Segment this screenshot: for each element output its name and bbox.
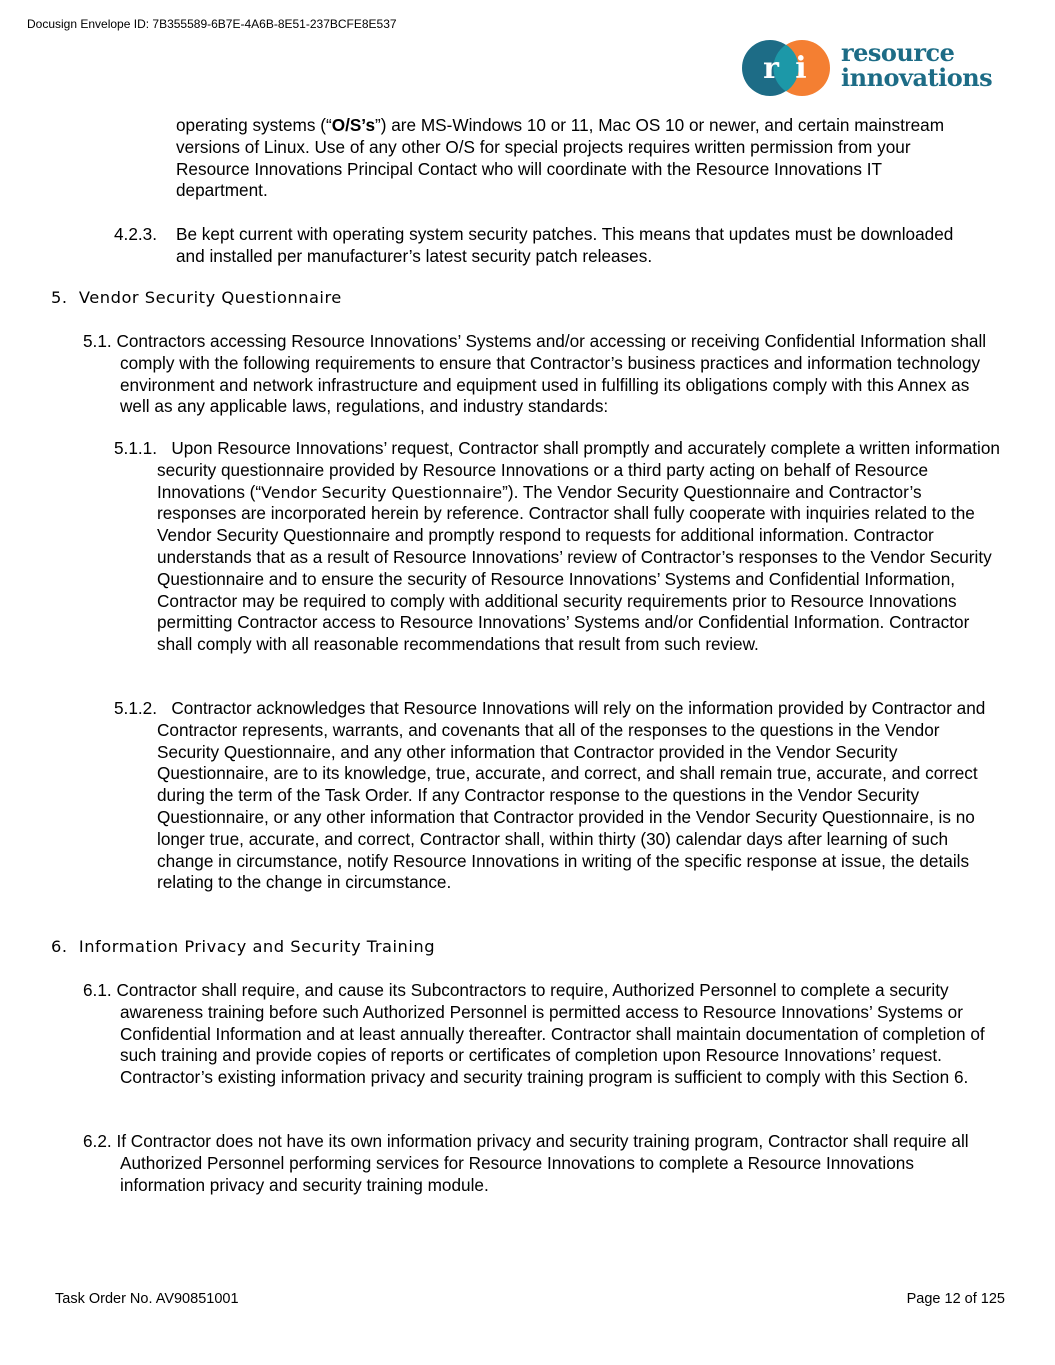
resource-innovations-logo xyxy=(740,40,1010,96)
section-heading-5: 5. Vendor Security Questionnaire xyxy=(51,288,342,307)
svg-text:r: r xyxy=(763,51,779,86)
vendor-questionnaire-defined-term: Vendor Security Questionnaire xyxy=(261,482,503,502)
paragraph-6-2: 6.2. If Contractor does not have its own information privacy and security training program, Contractor shall require all Authorized Personnel performing services for Resource Innovations to complete a Resource Innovations information privacy and security training module. xyxy=(83,1131,969,1195)
section-title-5: Vendor Security Questionnaire xyxy=(78,288,342,307)
docusign-envelope-id: Docusign Envelope ID: 7B355589-6B7E-4A6B-8E51-237BCFE8E537 xyxy=(27,17,397,31)
paragraph-5-1-2: 5.1.2. Contractor acknowledges that Resource Innovations will rely on the information provided by Contractor and Contractor represents, warrants, and covenants that all of the responses to the questions in the Vendor Security Questionnaire, and any other information that Contractor provided in the Vendor Security Questionnaire, are to its knowledge, true, accurate, and correct, and shall remain true, accurate, and correct during the term of the Task Order. If any Contractor response to the questions in the Vendor Security Questionnaire, or any other information that Contractor provided in the Vendor Security Questionnaire, is no longer true, accurate, and correct, Contractor shall, within thirty (30) calendar days after learning of such change in circumstance, notify Resource Innovations in writing of the specific response at issue, the details relating to the change in circumstance. xyxy=(114,698,986,893)
paragraph-5-1: 5.1. Contractors accessing Resource Innovations’ Systems and/or accessing or receiving Confidential Information shall comply with the following requirements to ensure that Contractor’s business practices and information technology environment and network infrastructure and equipment used in fulfilling its obligations comply with this Annex as well as any applicable laws, regulations, and industry standards: xyxy=(83,331,987,417)
footer-page-number: Page 12 of 125 xyxy=(906,1291,1005,1307)
item-number-4-2-3: 4.2.3. xyxy=(114,224,158,244)
paragraph-4-2-3: Be kept current with operating system security patches. This means that updates must be downloaded and installed per manufacturer’s latest security patch releases. xyxy=(176,224,954,266)
ri-logo-mark-icon xyxy=(740,40,832,96)
section-heading-6: 6. Information Privacy and Security Training xyxy=(51,937,436,956)
logo-line-innovations: innovations xyxy=(841,63,993,92)
logo-line-resource: resource xyxy=(841,38,955,67)
paragraph-4-2-2-continued: operating systems (“O/S’s”) are MS-Windows 10 or 11, Mac OS 10 or newer, and certain mainstream versions of Linux. Use of any other O/S for special projects requires written permission from your Resource Innovations Principal Contact who will coordinate with the Resource Innovations IT department. xyxy=(176,115,945,201)
footer-task-order: Task Order No. AV90851001 xyxy=(55,1291,239,1307)
paragraph-6-1: 6.1. Contractor shall require, and cause its Subcontractors to require, Authorized Personnel to complete a security awareness training before such Authorized Personnel is permitted access to Resource Innovations’ Systems or Confidential Information and at least annually thereafter. Contractor shall maintain documentation of completion of such training and provide copies of reports or certificates of completion upon Resource Innovations’ request. Contractor’s existing information privacy and security training program is sufficient to comply with this Section 6. xyxy=(83,980,985,1088)
svg-text:i: i xyxy=(795,51,807,86)
section-title-6: Information Privacy and Security Training xyxy=(78,937,436,956)
logo-wordmark xyxy=(841,40,992,90)
os-defined-term: O/S’s xyxy=(331,115,376,135)
paragraph-5-1-1: 5.1.1. Upon Resource Innovations’ request, Contractor shall promptly and accurately complete a written information security questionnaire provided by Resource Innovations or a third party acting on behalf of Resource Innovations (“Vendor Security Questionnaire”). The Vendor Security Questionnaire and Contractor’s responses are incorporated herein by reference. Contractor shall fully cooperate with inquiries related to the Vendor Security Questionnaire and promptly respond to requests for additional information. Contractor understands that as a result of Resource Innovations’ review of Contractor’s responses to the Vendor Security Questionnaire and to ensure the security of Resource Innovations’ Systems and Confidential Information, Contractor may be required to comply with additional security requirements prior to Resource Innovations permitting Contractor access to Resource Innovations’ Systems and/or Confidential Information. Contractor shall comply with all reasonable recommendations that result from such review. xyxy=(114,438,1000,655)
